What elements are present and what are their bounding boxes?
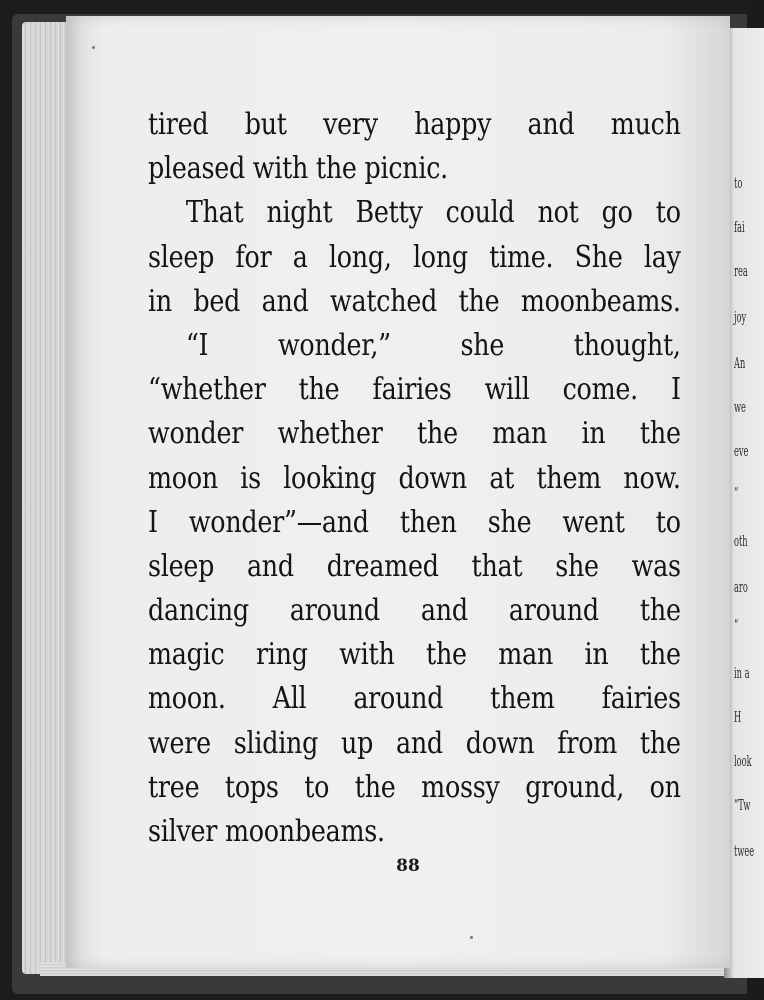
text-line: silver moonbeams. — [148, 814, 385, 848]
facing-page-edge — [724, 28, 764, 978]
facing-text-fragment: H — [734, 708, 742, 726]
facing-text-fragment: rea — [734, 262, 748, 280]
text-line: tree tops to the mossy ground, on — [148, 769, 681, 804]
text-line: “whether the fairies will come. I — [148, 372, 681, 407]
paper-speck — [470, 936, 473, 939]
page-body-text — [148, 102, 682, 853]
facing-text-fragment: “Tw — [734, 796, 751, 814]
facing-text-fragment: to — [734, 174, 743, 192]
text-line: dancing around and around the — [148, 593, 681, 628]
page-number: 88 — [396, 856, 420, 876]
facing-text-fragment: we — [734, 398, 746, 416]
text-line: I wonder”—and then she went to — [148, 504, 681, 539]
text-line: pleased with the picnic. — [148, 151, 448, 186]
facing-text-fragment: aro — [734, 578, 748, 596]
facing-text-fragment: “ — [734, 616, 739, 634]
facing-text-fragment: fai — [734, 218, 745, 236]
facing-text-fragment: “ — [734, 484, 739, 502]
text-line: moon. All around them fairies — [148, 681, 681, 716]
text-line: That night Betty could not go to — [185, 195, 681, 230]
paper-speck — [92, 46, 95, 49]
text-line: moon is looking down at them now. — [148, 460, 681, 495]
text-line: “I wonder,” she thought, — [185, 327, 681, 362]
facing-text-fragment: twee — [734, 842, 755, 860]
facing-text-fragment: look — [734, 752, 752, 770]
text-line: tired but very happy and much — [148, 107, 681, 141]
text-line: wonder whether the man in the — [148, 416, 681, 451]
facing-text-fragment: eve — [734, 442, 749, 460]
text-line: sleep and dreamed that she was — [148, 548, 681, 583]
facing-text-fragment: oth — [734, 532, 748, 550]
facing-text-fragment: in a — [734, 664, 750, 682]
text-line: were sliding up and down from the — [148, 725, 681, 760]
text-line: sleep for a long, long time. She lay — [148, 239, 681, 274]
text-line: in bed and watched the moonbeams. — [148, 283, 681, 318]
facing-text-fragment: An — [734, 354, 746, 372]
facing-text-fragment: joy — [734, 308, 747, 326]
text-line: magic ring with the man in the — [148, 637, 681, 672]
